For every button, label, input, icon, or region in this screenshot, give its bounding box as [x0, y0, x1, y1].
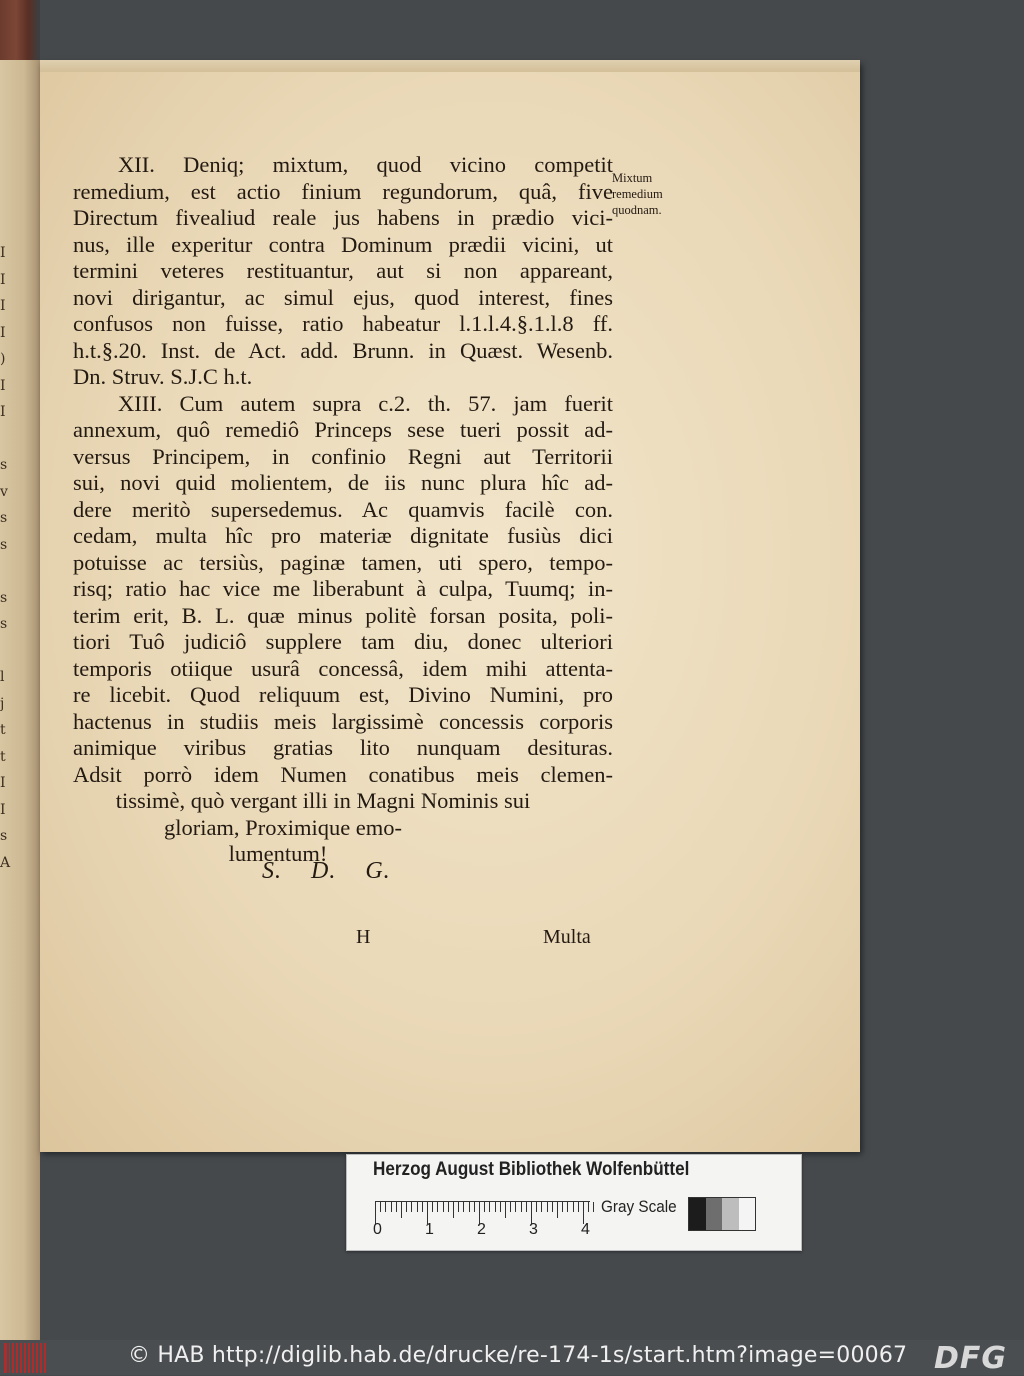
- ruler-tick: [385, 1202, 386, 1212]
- text-line: potuisse ac tersiùs, paginæ tamen, uti spero, tempo-: [73, 549, 613, 575]
- ruler-tick: [578, 1202, 579, 1212]
- hab-barcode-icon: [4, 1343, 46, 1373]
- ruler-tick: [391, 1202, 392, 1212]
- barcode-bar: [12, 1343, 14, 1373]
- margin-note-line: quodnam.: [612, 203, 662, 217]
- text-line: confusos non fuisse, ratio habeatur l.1.l.4.§.1.l.8 ff.: [73, 311, 613, 336]
- dfg-logo: DFG: [934, 1341, 1008, 1376]
- ruler-tick: [505, 1202, 506, 1218]
- text-line: lumentum!: [228, 841, 328, 866]
- card-title: Herzog August Bibliothek Wolfenbüttel: [373, 1159, 690, 1180]
- text-line: nus, ille experitur contra Dominum prædii vicini, ut: [73, 231, 613, 257]
- ruler-tick: [411, 1202, 412, 1212]
- text-line: re licebit. Quod reliquum est, Divino Numini, pro: [73, 682, 613, 707]
- text-line: h.t.§.20. Inst. de Act. add. Brunn. in Quæst. Wesenb.: [73, 337, 613, 363]
- text-line: risq; ratio hac vice me liberabunt à culpa, Tuumq; in-: [73, 576, 613, 601]
- ruler-tick: [432, 1202, 433, 1212]
- margin-note-line: Mixtum: [612, 171, 653, 185]
- ruler-number: 3: [529, 1221, 538, 1238]
- ruler-tick: [510, 1202, 511, 1212]
- ruler-tick: [588, 1202, 589, 1212]
- ruler-tick: [458, 1202, 459, 1212]
- text-line: XIII. Cum autem supra c.2. th. 57. jam fuerit: [118, 390, 613, 416]
- margin-note-line: remedium: [612, 187, 663, 201]
- barcode-bar: [40, 1343, 43, 1373]
- ruler-tick: [547, 1202, 548, 1212]
- gray-scale-label: Gray Scale: [601, 1197, 677, 1216]
- gray-swatch: [722, 1198, 739, 1230]
- closing-sdg: S. D. G.: [262, 858, 391, 884]
- barcode-bar: [9, 1343, 11, 1373]
- ruler-tick: [422, 1202, 423, 1212]
- text-line: gloriam, Proximique emo-: [163, 814, 403, 840]
- text-line: hactenus in studiis meis largissimè concessis corporis: [73, 708, 613, 734]
- ruler-tick: [526, 1202, 527, 1212]
- ruler-tick: [453, 1202, 454, 1218]
- ruler-tick: [396, 1202, 397, 1212]
- text-line: animique viribus gratias lito nunquam desituras.: [73, 735, 613, 760]
- ruler-tick: [443, 1202, 444, 1212]
- ruler-tick: [474, 1202, 475, 1212]
- ruler-tick: [448, 1202, 449, 1212]
- gray-swatch: [689, 1198, 706, 1230]
- gray-scale-swatches: [688, 1197, 756, 1231]
- ruler-tick: [536, 1202, 537, 1212]
- text-line: Directum fivealiud reale jus habens in prædio vici-: [73, 205, 613, 230]
- ruler-tick: [469, 1202, 470, 1212]
- gray-swatch: [739, 1198, 756, 1230]
- ruler-tick: [562, 1202, 563, 1212]
- page-top-edge: [40, 60, 860, 72]
- barcode-bar: [32, 1343, 34, 1373]
- barcode-bar: [4, 1343, 7, 1373]
- text-line: XII. Deniq; mixtum, quod vicino competit: [118, 152, 613, 177]
- ruler-tick: [463, 1202, 464, 1212]
- barcode-bar: [20, 1343, 22, 1373]
- signature-mark: H: [356, 926, 371, 948]
- ruler-number: 1: [425, 1221, 434, 1238]
- gray-swatch: [706, 1198, 723, 1230]
- text-line: sui, novi quid molientem, de iis nunc plura hîc ad-: [73, 470, 613, 495]
- ruler-tick: [557, 1202, 558, 1218]
- ruler-number: 2: [477, 1221, 486, 1238]
- text-line: termini veteres restituantur, aut si non appareant,: [73, 258, 613, 283]
- text-line: terim erit, B. L. quæ minus politè forsan posita, poli-: [73, 602, 613, 628]
- text-line: temporis otiique usurâ concessâ, idem mihi attenta-: [73, 655, 613, 681]
- ruler-tick: [515, 1202, 516, 1212]
- text-line: tiori Tuô judiciô supplere tam diu, donec ulteriori: [73, 629, 613, 654]
- barcode-bar: [36, 1343, 38, 1373]
- barcode-bar: [44, 1343, 46, 1373]
- ruler-tick: [489, 1202, 490, 1212]
- ruler-tick: [541, 1202, 542, 1212]
- page-body-text: [73, 152, 613, 868]
- barcode-bar: [16, 1343, 19, 1373]
- ruler-tick: [401, 1202, 402, 1218]
- text-line: dere meritò supersedemus. Ac quamvis facilè con.: [73, 496, 613, 522]
- catchword: Multa: [543, 926, 591, 948]
- ruler-tick: [406, 1202, 407, 1212]
- ruler-tick: [521, 1202, 522, 1212]
- previous-page-edge: [0, 60, 40, 1340]
- footer-copyright-link[interactable]: © HAB http://diglib.hab.de/drucke/re-174-1s/start.htm?image=00067: [128, 1343, 908, 1368]
- ruler-tick: [380, 1202, 381, 1212]
- ruler-tick: [593, 1202, 594, 1212]
- ruler-number: 0: [373, 1221, 382, 1238]
- previous-page-text-fragments: I I I I ) I I s v s s s s l j t t I I s A: [0, 245, 11, 871]
- ruler-tick: [437, 1202, 438, 1212]
- color-calibration-card: [346, 1154, 802, 1251]
- text-line: versus Principem, in confinio Regni aut Territorii: [73, 443, 613, 469]
- ruler-tick: [495, 1202, 496, 1212]
- ruler-tick: [417, 1202, 418, 1212]
- text-line: annexum, quô remediô Princeps sese tueri possit ad-: [73, 417, 613, 442]
- ruler-tick: [500, 1202, 501, 1212]
- text-line: novi dirigantur, ac simul ejus, quod interest, fines: [73, 284, 613, 310]
- ruler-tick: [573, 1202, 574, 1212]
- text-line: cedam, multa hîc pro materiæ dignitate fusiùs dici: [73, 523, 613, 548]
- text-line: tissimè, quò vergant illi in Magni Nominis sui: [115, 788, 531, 813]
- barcode-bar: [28, 1343, 31, 1373]
- ruler-number: 4: [581, 1221, 590, 1238]
- ruler-tick: [484, 1202, 485, 1212]
- barcode-bar: [24, 1343, 26, 1373]
- ruler-tick: [552, 1202, 553, 1212]
- margin-note: [612, 170, 663, 218]
- text-line: Adsit porrò idem Numen conatibus meis clemen-: [73, 761, 613, 787]
- text-line: Dn. Struv. S.J.C h.t.: [73, 364, 253, 389]
- text-line: remedium, est actio finium regundorum, quâ, five: [73, 178, 613, 204]
- ruler-tick: [567, 1202, 568, 1212]
